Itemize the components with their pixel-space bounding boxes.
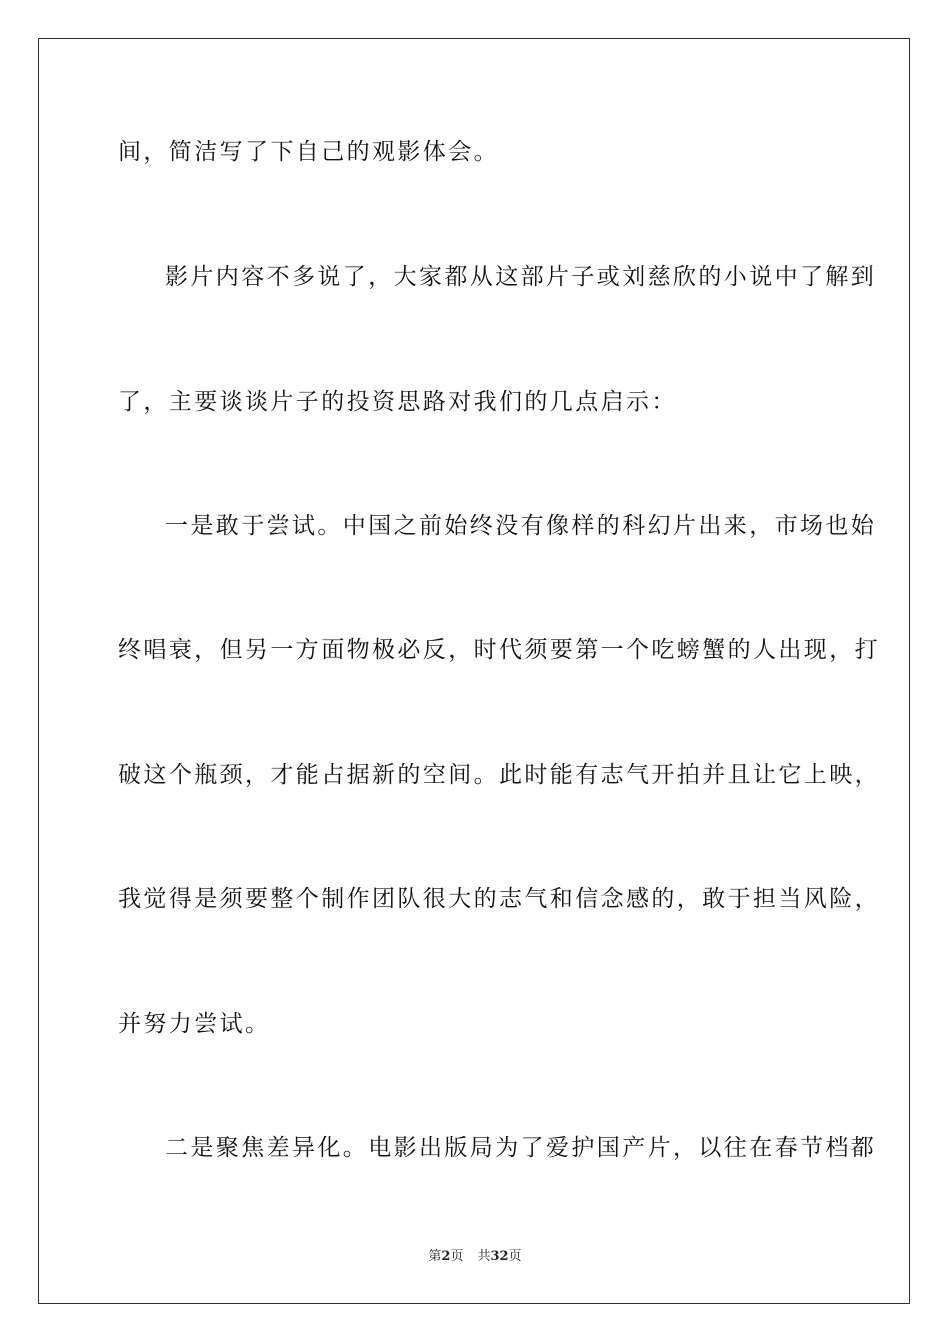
page-suffix: 页 <box>450 1249 464 1264</box>
page-number: 2 <box>441 1249 451 1264</box>
total-pages: 32 <box>490 1249 509 1264</box>
paragraph-line: 一是敢于尝试。中国之前始终没有像样的科幻片出来，市场也始 <box>165 513 877 539</box>
total-prefix: 共 <box>477 1249 491 1264</box>
page-footer <box>0 1248 950 1266</box>
paragraph-line: 我觉得是须要整个制作团队很大的志气和信念感的，敢于担当风险， <box>118 886 880 912</box>
paragraph-line: 影片内容不多说了，大家都从这部片子或刘慈欣的小说中了解到 <box>165 264 877 290</box>
paragraph-line: 间，简洁写了下自己的观影体会。 <box>118 139 499 165</box>
paragraph-line: 二是聚焦差异化。电影出版局为了爱护国产片，以往在春节档都 <box>165 1135 877 1161</box>
paragraph-line: 并努力尝试。 <box>118 1011 271 1037</box>
paragraph-line: 终唱衰，但另一方面物极必反，时代须要第一个吃螃蟹的人出现，打 <box>118 637 880 663</box>
page-frame <box>38 38 910 1304</box>
total-suffix: 页 <box>508 1249 522 1264</box>
page-prefix: 第 <box>428 1249 442 1264</box>
paragraph-line: 了，主要谈谈片子的投资思路对我们的几点启示： <box>118 389 677 415</box>
paragraph-line: 破这个瓶颈，才能占据新的空间。此时能有志气开拍并且让它上映， <box>118 762 880 788</box>
